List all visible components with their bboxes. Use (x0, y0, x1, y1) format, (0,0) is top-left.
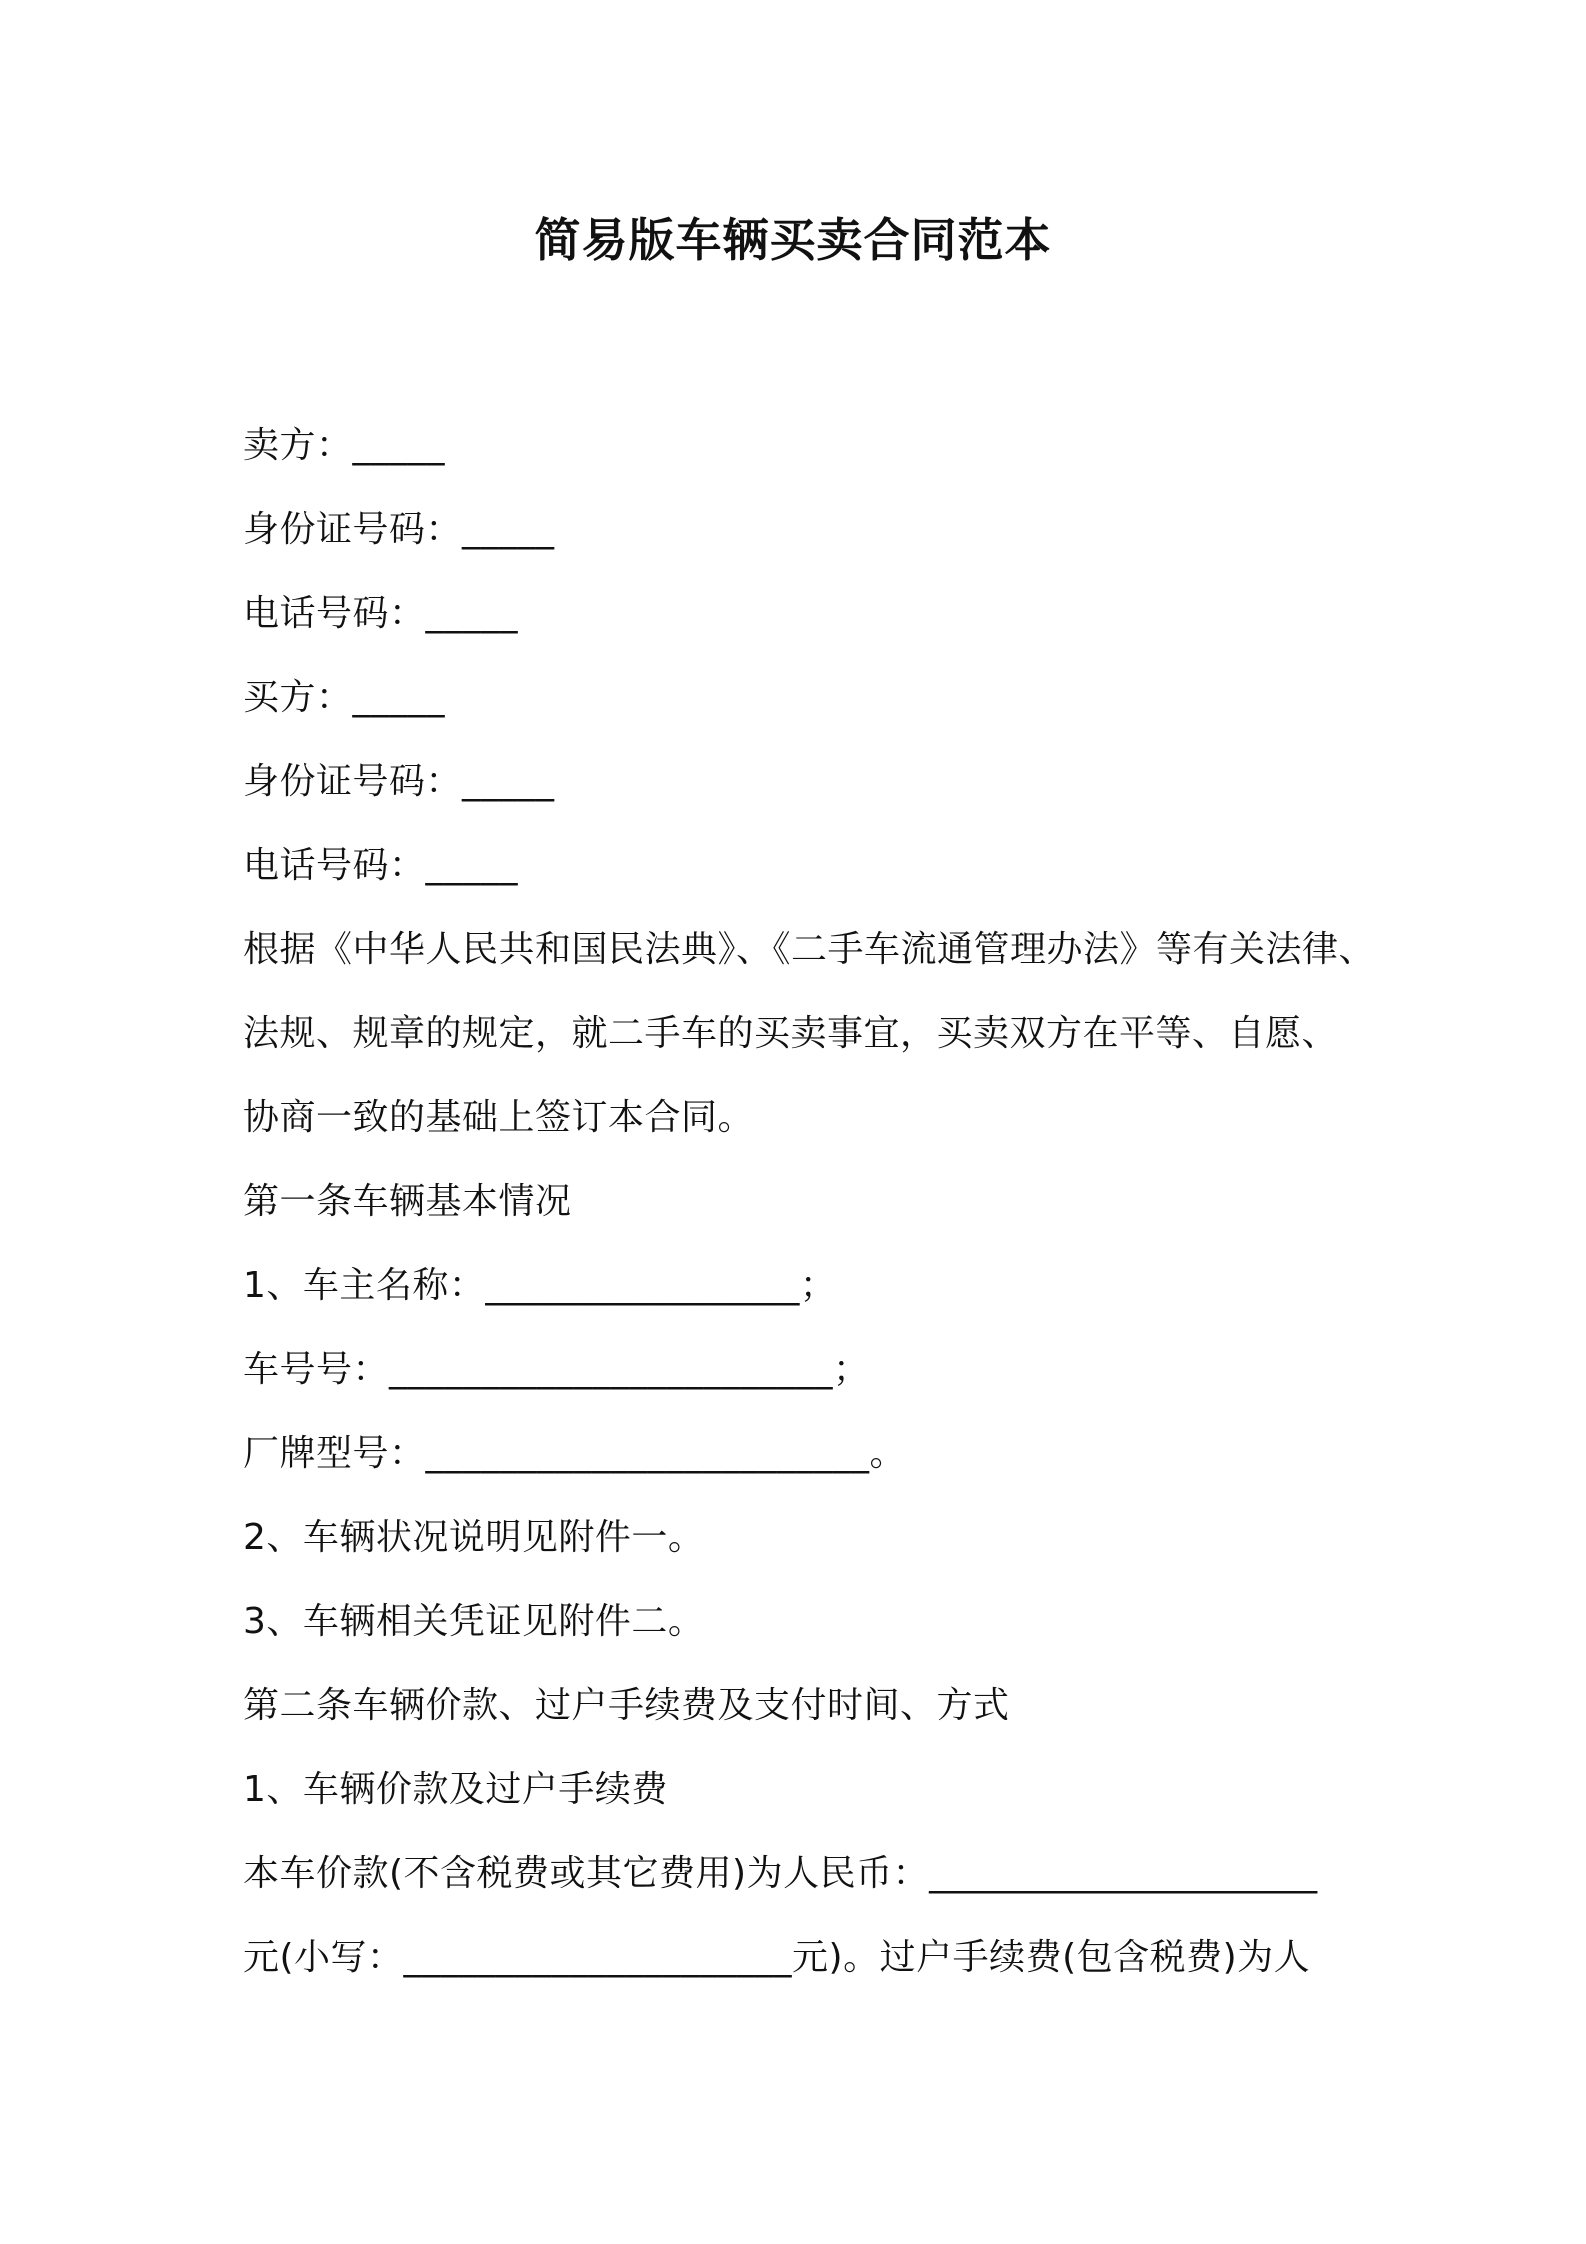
preamble-line-3: 协商一致的基础上签订本合同。 (243, 1097, 755, 1138)
document-title: 简易版车辆买卖合同范本 (534, 213, 1052, 267)
seller-id-line: 身份证号码：_____ (243, 509, 555, 550)
plate-number-line: 车号号：________________________； (243, 1349, 870, 1390)
vehicle-condition-line: 2、车辆状况说明见附件一。 (243, 1517, 705, 1558)
article-2-heading: 第二条车辆价款、过户手续费及支付时间、方式 (243, 1685, 1010, 1726)
preamble-line-1: 根据《中华人民共和国民法典》、《二手车流通管理办法》等有关法律、 (243, 929, 1376, 970)
buyer-line: 买方：_____ (243, 677, 446, 718)
vehicle-documents-line: 3、车辆相关凭证见附件二。 (243, 1601, 705, 1642)
seller-phone-line: 电话号码：_____ (243, 593, 519, 634)
buyer-id-line: 身份证号码：_____ (243, 761, 555, 802)
preamble-line-2: 法规、规章的规定，就二手车的买卖事宜，买卖双方在平等、自愿、 (243, 1013, 1339, 1054)
owner-name-line: 1、车主名称：_________________； (243, 1265, 837, 1306)
article-1-heading: 第一条车辆基本情况 (243, 1181, 572, 1222)
price-fee-subheading: 1、车辆价款及过户手续费 (243, 1769, 668, 1810)
model-line: 厂牌型号：________________________。 (243, 1433, 907, 1474)
price-line-2: 元(小写：_____________________元)。过户手续费(包含税费)为人 (243, 1937, 1311, 1978)
price-line-1: 本车价款(不含税费或其它费用)为人民币：_____________________ (243, 1853, 1318, 1894)
buyer-phone-line: 电话号码：_____ (243, 845, 519, 886)
document-body (243, 404, 1376, 2000)
seller-line: 卖方：_____ (243, 425, 446, 466)
